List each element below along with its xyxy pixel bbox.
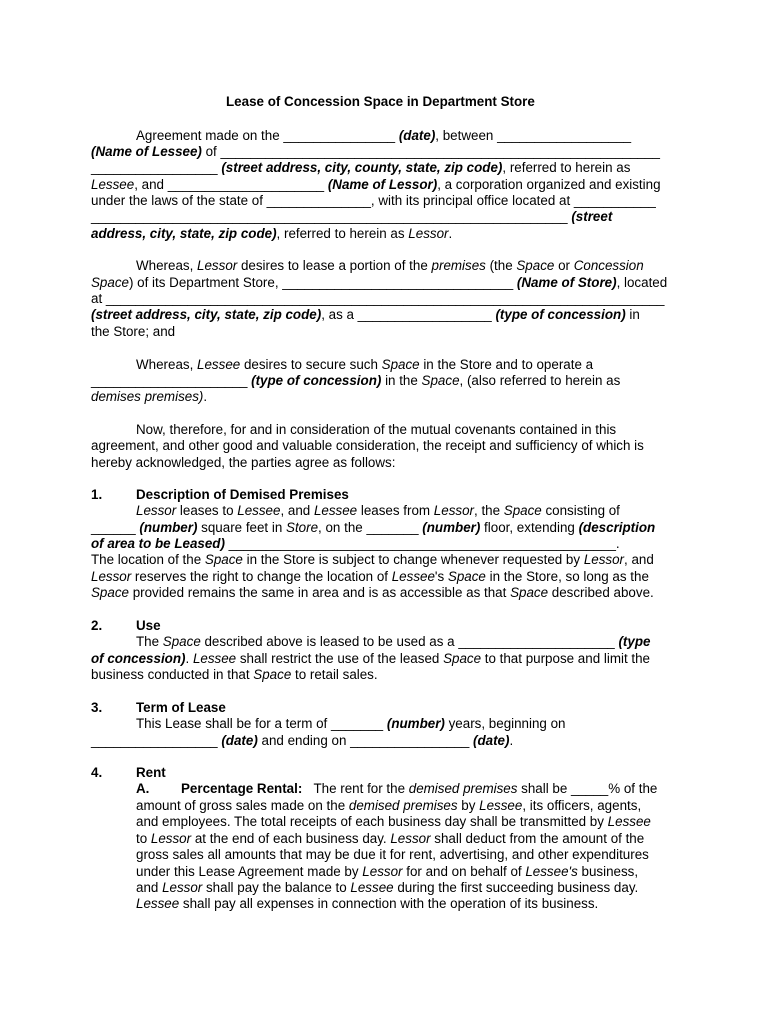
section-2-line-1: The Space described above is leased to be used as a _____________________ (type	[136, 634, 651, 649]
section-1-line-1: Lessor leases to Lessee, and Lessee leases from Lessor, the Space consisting of	[136, 503, 620, 518]
para-4-line-2: agreement, and other good and valuable consideration, the receipt and sufficiency of which is	[91, 438, 644, 453]
para-1-line-5: under the laws of the state of ______________, with its principal office located at ___________	[91, 193, 656, 208]
section-1-line-4: The location of the Space in the Store is subject to change whenever requested by Lessor, and	[91, 552, 654, 567]
para-1-line-4: Lessee, and _____________________ (Name of Lessor), a corporation organized and existing	[91, 177, 661, 192]
document-title: Lease of Concession Space in Department Store	[226, 94, 535, 109]
section-1-line-5: Lessor reserves the right to change the location of Lessee's Space in the Store, so long as the	[91, 569, 649, 584]
section-3-heading: Term of Lease	[136, 700, 226, 715]
para-1-line-1: Agreement made on the _______________ (date), between __________________	[136, 128, 632, 143]
para-1-line-7: address, city, state, zip code), referred to herein as Lessor.	[91, 226, 453, 241]
section-3-line-2: _________________ (date) and ending on ________________ (date).	[91, 733, 514, 748]
section-2-heading: Use	[136, 618, 161, 633]
section-1-line-3: of area to be Leased) ____________________________________________________.	[91, 536, 620, 551]
para-2-line-5: the Store; and	[91, 324, 176, 339]
section-1-line-2: ______ (number) square feet in Store, on the _______ (number) floor, extending (description	[91, 520, 656, 535]
section-4-heading: Rent	[136, 765, 166, 780]
section-1-number: 1.	[91, 487, 103, 502]
para-2-line-1: Whereas, Lessor desires to lease a portion of the premises (the Space or Concession	[136, 258, 644, 273]
para-3-line-1: Whereas, Lessee desires to secure such Space in the Store and to operate a	[136, 357, 594, 372]
section-4a-label: A.	[136, 781, 150, 796]
section-1-heading: Description of Demised Premises	[136, 487, 349, 502]
para-2-line-4: (street address, city, state, zip code), as a __________________ (type of concession) in	[91, 307, 640, 322]
section-4a-heading: Percentage Rental:	[181, 781, 303, 796]
section-4a-line-6: under this Lease Agreement made by Lessor for and on behalf of Lessee's business,	[136, 864, 639, 879]
section-4a-line-8: Lessee shall pay all expenses in connection with the operation of its business.	[136, 896, 599, 911]
section-3-line-1: This Lease shall be for a term of _______ (number) years, beginning on	[136, 716, 566, 731]
section-4a-line-1: The rent for the demised premises shall be _____% of the	[310, 781, 658, 796]
section-3-number: 3.	[91, 700, 103, 715]
section-4a-line-7: and Lessor shall pay the balance to Lessee during the first succeeding business day.	[136, 880, 639, 895]
section-4a-line-5: gross sales all amounts that may be due it for rent, advertising, and other expenditures	[136, 847, 649, 862]
section-2-line-2: of concession). Lessee shall restrict the use of the leased Space to that purpose and limit the	[91, 651, 651, 666]
para-4-line-3: hereby acknowledged, the parties agree as follows:	[91, 455, 396, 470]
para-2-line-2: Space) of its Department Store, _______________________________ (Name of Store), located	[91, 275, 668, 290]
section-2-number: 2.	[91, 618, 103, 633]
section-2-line-3: business conducted in that Space to retail sales.	[91, 667, 378, 682]
section-1-line-6: Space provided remains the same in area and is as accessible as that Space described above.	[91, 585, 654, 600]
para-3-line-3: demises premises).	[91, 389, 208, 404]
para-2-line-3: at ___________________________________________________________________________	[91, 291, 665, 306]
para-3-line-2: _____________________ (type of concession) in the Space, (also referred to herein as	[91, 373, 621, 388]
section-4a-line-4: to Lessor at the end of each business day. Lessor shall deduct from the amount of the	[136, 831, 645, 846]
section-4a-line-2: amount of gross sales made on the demised premises by Lessee, its officers, agents,	[136, 798, 642, 813]
para-1-line-6: ________________________________________________________________ (street	[91, 209, 613, 224]
section-4-number: 4.	[91, 765, 103, 780]
para-4-line-1: Now, therefore, for and in consideration of the mutual covenants contained in this	[136, 422, 617, 437]
section-4a-line-3: and employees. The total receipts of each business day shall be transmitted by Lessee	[136, 814, 651, 829]
para-1-line-2: (Name of Lessee) of ___________________________________________________________	[91, 144, 660, 159]
para-1-line-3: _________________ (street address, city, county, state, zip code), referred to herein as	[91, 160, 631, 175]
